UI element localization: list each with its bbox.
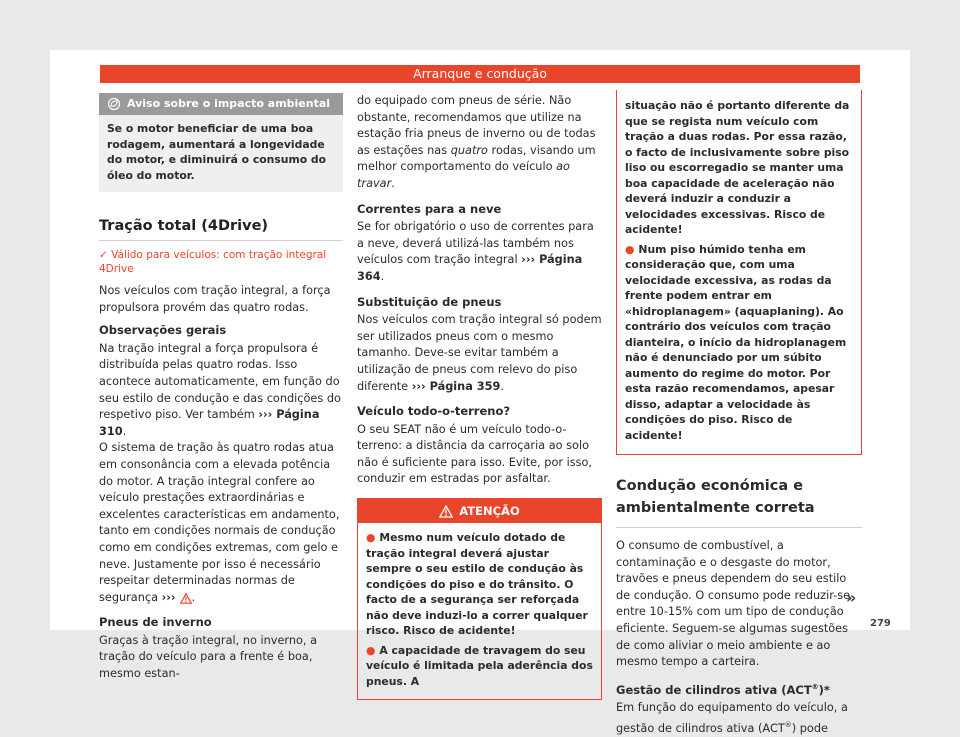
subheading-tyres: Substituição de pneus bbox=[357, 294, 502, 309]
subheading-offroad: Veículo todo-o-terreno? bbox=[357, 404, 511, 419]
subheading-act: Gestão de cilindros ativa (ACT®)* bbox=[616, 682, 830, 697]
offroad-paragraph: O seu SEAT não é um veículo todo-o-terreno: a distância da carroçaria ao solo não é suficiente para isso. Evite, por isso, conduzir em estradas por asfaltar. bbox=[357, 422, 593, 486]
environment-notice-text: Se o motor beneficiar de uma boa rodagem, aumentará a longevidade do motor, e diminuirá o consumo do óleo do motor. bbox=[107, 122, 327, 182]
subheading-general: Observações gerais bbox=[99, 323, 227, 338]
warning-bullet: ● Mesmo num veículo dotado de tração integral deverá ajustar sempre o seu estilo de condução às condições do piso e do trânsito. O facto de a segurança ser reforçada não deve induzi-lo a correr qualquer risco. Risco de acidente! bbox=[366, 531, 588, 638]
general-paragraph-2: O sistema de tração às quatro rodas atua em consonância com a elevada potência do motor. A tração integral confere ao veículo prestações extraordinárias e excelentes características em andamento, tanto em condições normais de condução como em condições extremas, com gelo e neve. Justamente por isso é necessário respeitar determinadas normas de segurança ››› . bbox=[99, 441, 340, 604]
act-paragraph: Em função do equipamento do veículo, a gestão de cilindros ativa (ACT®) pode bbox=[616, 701, 848, 735]
validity-note: ✓ Válido para veículos: com tração integral 4Drive bbox=[99, 249, 327, 275]
subheading-winter: Pneus de inverno bbox=[99, 615, 212, 630]
chains-paragraph: Se for obrigatório o uso de correntes para a neve, deverá utilizá-las também nos veículos com tração integral ››› Página 364. bbox=[357, 220, 594, 283]
environment-notice-title: Aviso sobre o impacto ambiental bbox=[127, 97, 331, 110]
warning-ref-link[interactable]: ››› bbox=[162, 591, 192, 604]
leaf-icon bbox=[107, 97, 121, 111]
environment-notice-box bbox=[99, 93, 343, 192]
section-heading-eco: Condução económica e ambientalmente correta bbox=[616, 475, 862, 528]
winter-continued-paragraph: do equipado com pneus de série. Não obstante, recomendamos que utilize na estação fria pneus de inverno ou de todas as estações nas quatro rodas, visando um melhor comportamento do veículo ao travar. bbox=[357, 94, 596, 190]
page-ref-link[interactable]: ››› Página 364 bbox=[357, 253, 583, 283]
continued-marker: » bbox=[846, 588, 857, 607]
column-3 bbox=[616, 93, 862, 737]
environment-notice-header bbox=[99, 93, 343, 115]
general-paragraph: Na tração integral a força propulsora é distribuída pelas quatro rodas. Isso acontece automaticamente, em função do seu estilo de condução e das condições do respetivo piso. Ver também ››› Página 310. bbox=[99, 341, 341, 438]
column-1 bbox=[99, 93, 343, 683]
warning-triangle-icon bbox=[439, 505, 453, 518]
warning-bullet: ● A capacidade de travagem do seu veículo é limitada pela aderência dos pneus. A bbox=[366, 643, 593, 688]
subheading-chains: Correntes para a neve bbox=[357, 201, 502, 216]
winter-paragraph: Graças à tração integral, no inverno, a tração do veículo para a frente é boa, mesmo estan- bbox=[99, 633, 318, 681]
page-ref-link[interactable]: ››› Página 359 bbox=[411, 379, 501, 393]
intro-paragraph: Nos veículos com tração integral, a força propulsora provém das quatro rodas. bbox=[99, 284, 331, 314]
warning-box-continued bbox=[616, 90, 862, 455]
section-title: Tração total (4Drive) bbox=[99, 218, 269, 234]
section-heading-4drive bbox=[99, 215, 343, 241]
chapter-header: Arranque e condução bbox=[100, 65, 860, 83]
tyres-paragraph: Nos veículos com tração integral só podem ser utilizados pneus com o mesmo tamanho. Deve-se evitar também a utilização de pneus com relevo do piso diferente ››› Página 359. bbox=[357, 313, 602, 393]
warning-bullet: ● Num piso húmido tenha em consideração que, com uma velocidade excessiva, as rodas da frente podem entrar em «hidroplanagem» (aquaplaning). Ao contrário dos veículos com tração dianteira, o início da hidroplanagem não é denunciado por um súbito aumento do regime do motor. Por esta razão recomendamos, apesar disso, adaptar a velocidade às condições do piso. Risco de acidente! bbox=[625, 242, 847, 442]
warning-header bbox=[358, 499, 601, 523]
column-2 bbox=[357, 93, 602, 700]
warning-triangle-icon bbox=[180, 593, 192, 604]
warning-continued-text: situação não é portanto diferente da que se regista num veículo com tração a duas rodas. Por essa razão, o facto de inclusivamente sobre piso liso ou escorregadio se manter uma boa capacidade de aceleração não deverá induzir a conduzir a velocidades excessivas. Risco de acidente! bbox=[625, 99, 850, 236]
page-number: 279 bbox=[870, 618, 891, 629]
warning-title: ATENÇÃO bbox=[459, 504, 520, 519]
page-ref-link[interactable]: ››› Página 310 bbox=[99, 408, 320, 438]
eco-paragraph: O consumo de combustível, a contaminação e o desgaste do motor, travões e pneus dependem do seu estilo de condução. O consumo pode reduzir-se entre 10-15% com um tipo de condução eficiente. Seguem-se algumas sugestões de como aliviar o meio ambiente e ao mesmo tempo a carteira. bbox=[616, 539, 851, 669]
warning-box bbox=[357, 498, 602, 700]
